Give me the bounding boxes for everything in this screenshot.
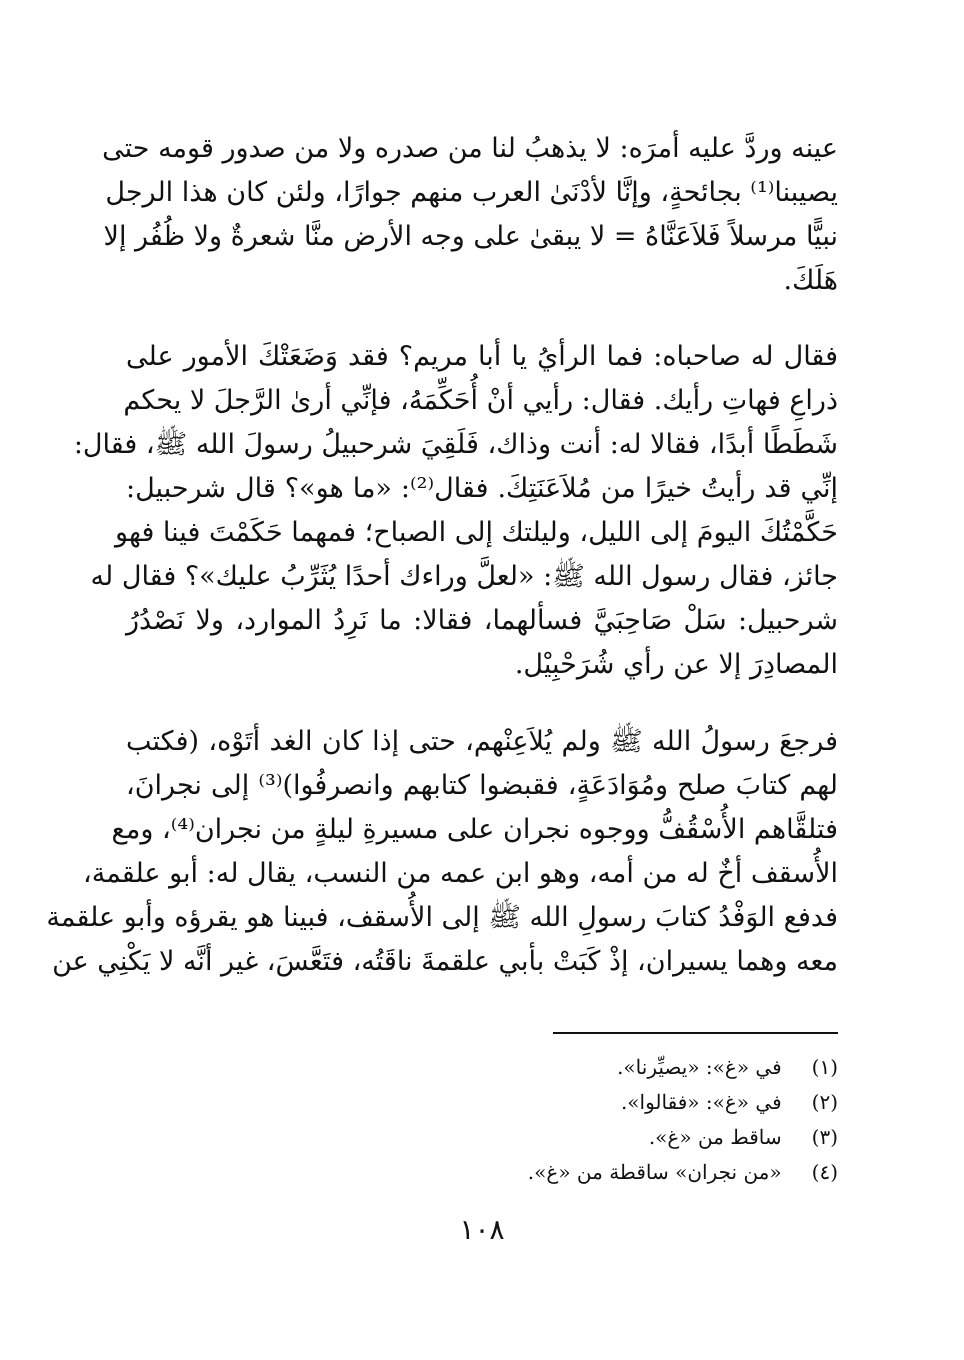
paragraph-3 [46,720,838,984]
text-line: شَطَطًا أبدًا، فقالا له: أنت وذاك، فَلَقِيَ شرحبيلُ رسولَ الله ﷺ، فقال: [73,429,838,460]
text-line: فدفع الوَفْدُ كتابَ رسولِ الله ﷺ إلى الأُسقف، فبينا هو يقرؤه وأبو علقمة [46,902,838,933]
footnote-number: (٤) [811,1160,838,1184]
footnotes [126,1050,838,1190]
footnote [126,1155,838,1190]
text-line: المصادِرَ إلا عن رأي شُرَحْبِيْل. [514,649,838,680]
paragraph-2 [73,335,838,687]
text-line: إنِّي قد رأيتُ خيرًا من مُلاَعَنَتِكَ. فقال⁽²⁾: «ما هو»؟ قال شرحبيل: [126,473,838,504]
footnote-text: ساقط من «غ». [648,1125,782,1149]
text-line: معه وهما يسيران، إذْ كَبَتْ بأبي علقمةَ ناقَتُه، فتَعَّسَ، غير أنَّه لا يَكْنِي عن [52,946,838,977]
footnote-number: (٣) [811,1125,838,1149]
page-number: ١٠٨ [459,1213,505,1246]
text-line: الأُسقف أخٌ له من أمه، وهو ابن عمه من النسب، يقال له: أبو علقمة، [83,858,838,889]
text-line: فرجعَ رسولُ الله ﷺ ولم يُلاَعِنْهم، حتى إذا كان الغد أتَوْه، (فكتب [126,726,838,757]
paragraph-1 [102,127,838,303]
footnote-text: «من نجران» ساقطة من «غ». [527,1160,782,1184]
text-line: عينه وردَّ عليه أمرَه: لا يذهبُ لنا من صدره ولا من صدور قومه حتى [102,133,838,164]
text-line: ذراعِ فهاتِ رأيك. فقال: رأيي أنْ أُحَكِّمَهُ، فإنِّي أرىٰ الرَّجلَ لا يحكم [123,385,838,416]
footnote [126,1120,838,1155]
text-line: شرحبيل: سَلْ صَاحِبَيَّ فسألهما، فقالا: ما نَرِدُ الموارد، ولا نَصْدُرُ [126,605,838,636]
footnote-text: في «غ»: «يصيِّرنا». [617,1055,782,1079]
text-line: فتلقَّاهم الأُسْقُفُّ ووجوه نجران على مسيرةِ ليلةٍ من نجران⁽⁴⁾، ومع [111,814,838,845]
text-line: حَكَّمْتُكَ اليومَ إلى الليل، وليلتك إلى الصباح؛ فمهما حَكَمْتَ فينا فهو [115,517,838,548]
text-line: يصيبنا⁽¹⁾ بجائحةٍ، وإنَّا لأدْنَىٰ العرب منهم جوارًا، ولئن كان هذا الرجل [105,177,838,208]
text-line: لهم كتابَ صلح ومُوَادَعَةٍ، فقبضوا كتابهم وانصرفُوا)⁽³⁾ إلى نجرانَ، [126,770,838,801]
footnote [126,1085,838,1120]
footnote-number: (٢) [811,1090,838,1114]
footnote-number: (١) [811,1055,838,1079]
text-line: نبيًّا مرسلاً فَلاَعَنَّاهُ = لا يبقىٰ على وجه الأرض منَّا شعرةٌ ولا ظُفُر إلا [103,221,838,252]
text-line: هَلَكَ. [783,265,838,296]
footnote [126,1050,838,1085]
footnote-divider [553,1032,838,1034]
text-line: جائز، فقال رسول الله ﷺ: «لعلَّ وراءك أحدًا يُثَرِّبُ عليك»؟ فقال له [90,561,838,592]
text-line: فقال له صاحباه: فما الرأيُ يا أبا مريم؟ فقد وَضَعَتْكَ الأمور على [126,341,838,372]
footnote-text: في «غ»: «فقالوا». [620,1090,782,1114]
